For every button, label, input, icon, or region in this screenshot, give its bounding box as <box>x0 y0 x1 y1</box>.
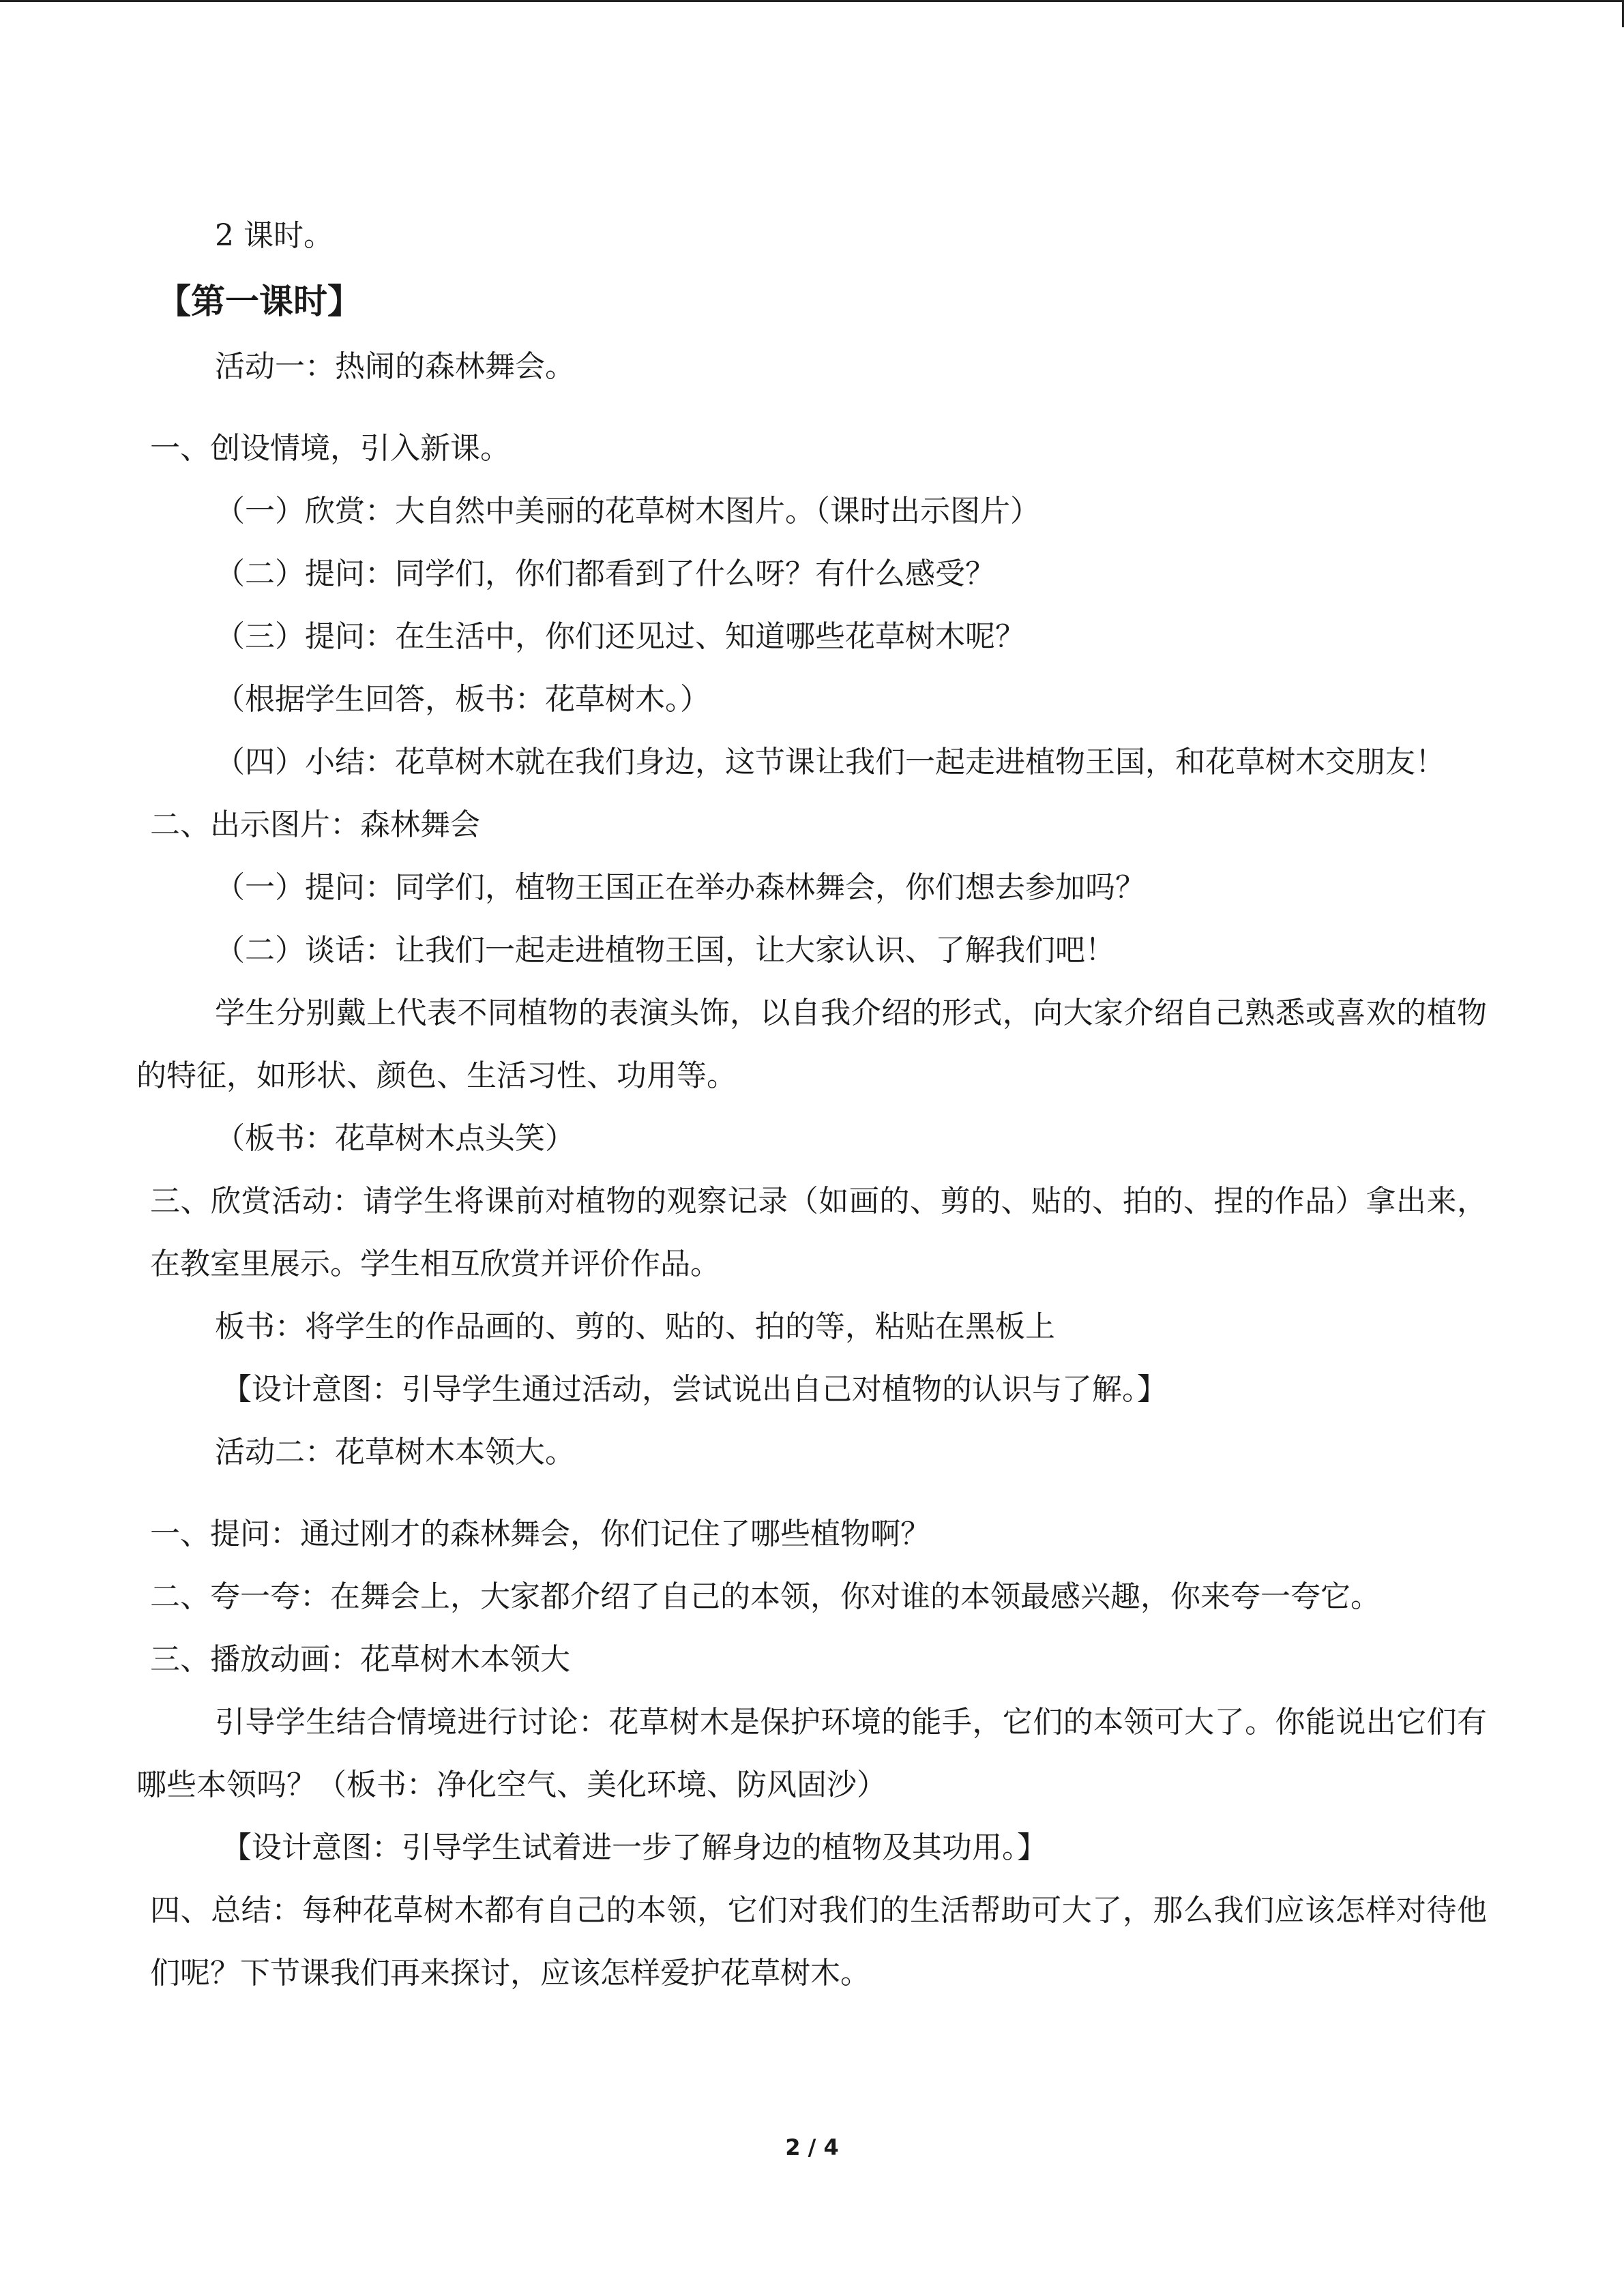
document-body <box>136 205 1487 2005</box>
section-heading-first-lesson: 【第一课时】 <box>157 282 361 321</box>
page-number: 2 / 4 <box>785 2134 839 2160</box>
step-two-item-2: （二）谈话：让我们一起走进植物王国，让大家认识、了解我们吧！ <box>215 933 1115 968</box>
step-two-item-1: （一）提问：同学们，植物王国正在举办森林舞会，你们想去参加吗？ <box>215 870 1145 905</box>
step-one-summary: （四）小结：花草树木就在我们身边，这节课让我们一起走进植物王国，和花草树木交朋友！ <box>215 745 1445 779</box>
design-intent-2: 【设计意图：引导学生试着进一步了解身边的植物及其功用。】 <box>222 1830 1047 1865</box>
board-note-1: （板书：花草树木点头笑） <box>215 1121 575 1156</box>
top-border-line <box>0 0 1624 2</box>
step-one-item-1: （一）欣赏：大自然中美丽的花草树木图片。（课时出示图片） <box>215 494 1040 528</box>
activity-two-step-2: 二、夸一夸：在舞会上，大家都介绍了自己的本领，你对谁的本领最感兴趣，你来夸一夸它。 <box>150 1579 1381 1614</box>
board-note-2: 板书：将学生的作品画的、剪的、贴的、拍的等，粘贴在黑板上 <box>215 1309 1055 1344</box>
step-one-heading: 一、创设情境，引入新课。 <box>150 431 510 466</box>
step-one-item-2: （二）提问：同学们，你们都看到了什么呀？有什么感受？ <box>215 556 995 591</box>
step-one-item-3: （三）提问：在生活中，你们还见过、知道哪些花草树木呢？ <box>215 619 1025 654</box>
student-introduction-paragraph: 学生分别戴上代表不同植物的表演头饰，以自我介绍的形式，向大家介绍自己熟悉或喜欢的植物的特征，如形状、颜色、生活习性、功用等。 <box>136 996 1487 1093</box>
step-two-heading: 二、出示图片：森林舞会 <box>150 807 480 842</box>
discussion-paragraph: 引导学生结合情境进行讨论：花草树木是保护环境的能手，它们的本领可大了。你能说出它们有哪些本领吗？（板书：净化空气、美化环境、防风固沙） <box>136 1705 1487 1802</box>
lesson-hours-line: 2 课时。 <box>215 218 334 253</box>
design-intent-1: 【设计意图：引导学生通过活动，尝试说出自己对植物的认识与了解。】 <box>222 1372 1167 1407</box>
activity-two-step-3: 三、播放动画：花草树木本领大 <box>150 1642 570 1677</box>
summary-paragraph: 四、总结：每种花草树木都有自己的本领，它们对我们的生活帮助可大了，那么我们应该怎样对待他们呢？下节课我们再来探讨，应该怎样爱护花草树木。 <box>150 1893 1487 1991</box>
activity-one-title: 活动一：热闹的森林舞会。 <box>215 349 575 384</box>
step-one-note: （根据学生回答，板书：花草树木。） <box>215 682 710 717</box>
step-three-paragraph: 三、欣赏活动：请学生将课前对植物的观察记录（如画的、剪的、贴的、拍的、捏的作品）拿出来，在教室里展示。学生相互欣赏并评价作品。 <box>150 1184 1487 1281</box>
activity-two-title: 活动二：花草树木本领大。 <box>215 1435 575 1470</box>
activity-two-step-1: 一、提问：通过刚才的森林舞会，你们记住了哪些植物啊？ <box>150 1517 930 1551</box>
